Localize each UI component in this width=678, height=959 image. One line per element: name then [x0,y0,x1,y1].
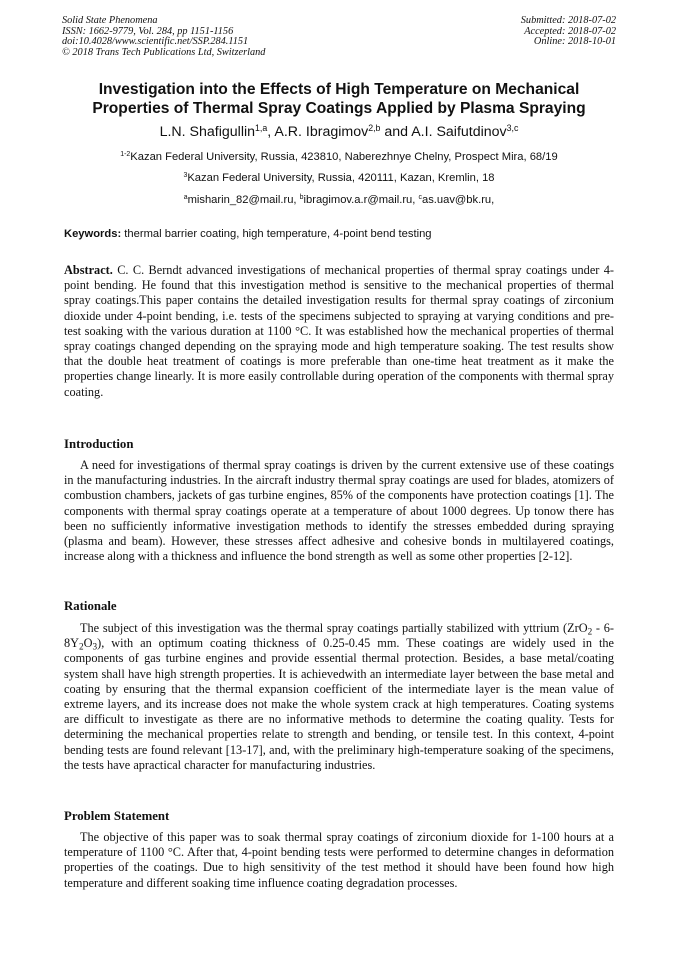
problem-statement-heading: Problem Statement [64,809,170,823]
affiliation-2 [40,171,638,185]
abstract-label: Abstract. [64,263,113,277]
problem-statement-paragraph: The objective of this paper was to soak thermal spray coatings of zirconium dioxide for 1-100 hours at a temperature of 1100 °C. After that, 4-point bending tests were performed to determine changes in deformation properties of the coatings. Due to high sensitivity of the test method it should have been found how high temperature and different soaking time influence coating degradation processes. [64,830,614,890]
abstract [64,263,614,400]
subscript: 2 [587,626,593,637]
rationale-text: The subject of this investigation was the thermal spray coatings partially stabilized with yttrium (ZrO [80,621,588,635]
journal-header-left [62,16,265,58]
email-marker: a [183,194,188,202]
title-line-1: Investigation into the Effects of High Temperature on Mechanical [98,81,580,98]
email-c: as.uav@bk.ru, [421,194,495,206]
author-separator: , [267,124,275,140]
author-1-affiliation: 1,a [255,123,268,134]
affiliation-text: Kazan Federal University, Russia, 423810, Naberezhnye Chelny, Prospect Mira, 68/19 [130,151,558,163]
author-2-affiliation: 2,b [368,123,381,134]
keywords-label: Keywords: [64,228,122,240]
online-date: Online: 2018-10-01 [533,36,616,48]
author-3: A.I. Saifutdinov [411,124,507,140]
introduction-paragraph: A need for investigations of thermal spray coatings is driven by the current extensive use of these coatings in the manufacturing industries. In the aircraft industry thermal spray coatings are used for blades, atomizers of combustion chambers, jackets of gas turbine engines, 85% of the components have protection coatings [1]. The components with thermal spray coatings operate at a temperature of about 1000 degrees. Up tonow there has been no sufficiently informative investigation methods to identify the stresses embedded during spraying (plasma and beam). However, these stresses affect adhesive and cohesive bonds in multilayered coatings, increase along with a thickness and influence the bond strength as well as some other properties [2-12]. [64,458,614,564]
author-list [40,123,638,141]
author-emails [40,193,638,207]
rationale-paragraph [64,621,614,773]
journal-issn: ISSN: 1662-9779, Vol. 284, pp 1151-1156 [62,25,234,37]
affiliation-marker: 3 [183,172,188,180]
journal-copyright: © 2018 Trans Tech Publications Ltd, Switzerland [62,46,266,58]
journal-name: Solid State Phenomena [62,15,158,26]
email-marker: b [299,194,304,202]
journal-header-right [521,16,616,48]
keywords [64,227,624,241]
abstract-text: C. C. Berndt advanced investigations of mechanical properties of thermal spray coatings under 4-point bending. He found that this investigation method is sensitive to the mechanical properties of thermal spray coatings.This paper contains the detailed investigation results for thermal spray coatings of zirconium dioxide under 4-point bending, i.e. tests of the specimens subjected to spraying at varying conditions and pre-test soaking with the various duration at 1100 °C. It was established how the mechanical properties of thermal spray coatings changed depending on the spraying mode and high temperature soaking. The test results show that the double heat treatment of coatings is more preferable than one-time heat treatment as it make the properties change linearly. It is more easily controllable during operation of the components with thermal spray coating. [64,263,614,399]
subscript: 3 [92,641,98,652]
title-line-2: Properties of Thermal Spray Coatings Applied by Plasma Spraying [92,100,586,117]
rationale-heading: Rationale [64,599,117,613]
subscript: 2 [79,641,84,652]
affiliation-text: Kazan Federal University, Russia, 420111, Kazan, Kremlin, 18 [187,172,495,184]
keywords-text: thermal barrier coating, high temperature, 4-point bend testing [121,228,432,240]
affiliation-marker: 1-2 [120,151,131,159]
author-1: L.N. Shafigullin [159,124,256,140]
journal-doi: doi:10.4028/www.scientific.net/SSP.284.1151 [62,36,249,48]
author-2: A.R. Ibragimov [274,124,369,140]
paper-title [40,80,638,118]
email-a: misharin_82@mail.ru, [187,194,300,206]
email-b: ibragimov.a.r@mail.ru, [303,194,419,206]
author-3-affiliation: 3,c [506,123,519,134]
rationale-text: ), with an optimum coating thickness of 0.25-0.45 mm. These coatings are widely used in the components of gas turbine engines and provide essential thermal protection. Besides, a base metal/coating system shall have high strength properties. It is achievedwith an intermediate layer between the base metal and coating by ensuring that the thermal expansion coefficient of the intermediate layer is the mean value of extreme layers, and its increase does not make the whole system crack at high temperatures. Coating systems are difficult to investigate as there are no informative methods to determine the coating quality. Tests for determining the mechanical properties relate to strength and bending, or tensile test. In this context, 4-point bending tests are found relevant [13-17], and, with the preliminary high-temperature soaking of the specimens, the tests have apractical character for manufacturing industries. [64,636,614,772]
submitted-date: Submitted: 2018-07-02 [520,15,616,26]
accepted-date: Accepted: 2018-07-02 [524,25,616,37]
rationale-text: O [83,636,93,651]
email-marker: c [418,194,422,202]
introduction-heading: Introduction [64,437,134,451]
rationale-text: - 6-8Y [64,621,614,651]
affiliation-1 [40,150,638,164]
author-separator: and [380,124,412,140]
